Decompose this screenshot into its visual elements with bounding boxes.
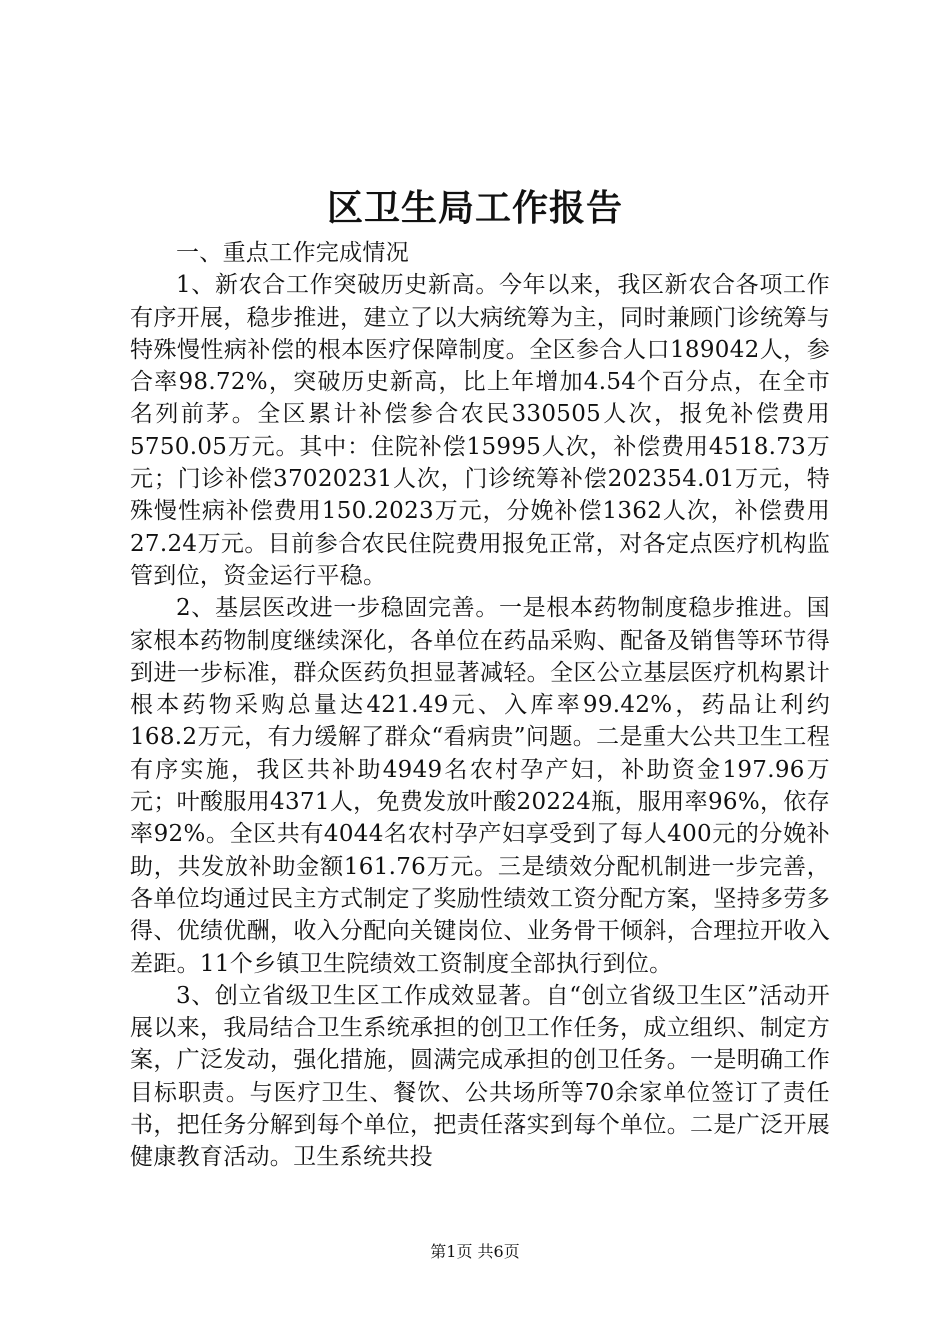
paragraph-1: 1、新农合工作突破历史新高。今年以来，我区新农合各项工作有序开展，稳步推进，建立了以大病统筹为主，同时兼顾门诊统筹与特殊慢性病补偿的根本医疗保障制度。全区参合人口189042人，参合率98.72%，突破历史新高，比上年增加4.54个百分点，在全市名列前茅。全区累计补偿参合农民330505人次，报免补偿费用5750.05万元。其中：住院补偿15995人次，补偿费用4518.73万元；门诊补偿37020231人次，门诊统筹补偿202354.01万元，特殊慢性病补偿费用150.2023万元，分娩补偿1362人次，补偿费用27.24万元。目前参合农民住院费用报免正常，对各定点医疗机构监管到位，资金运行平稳。 [130, 272, 830, 589]
document-body [130, 237, 830, 1174]
page-footer: 第1页 共6页 [430, 1242, 520, 1261]
paragraph-3: 3、创立省级卫生区工作成效显著。自“创立省级卫生区”活动开展以来，我局结合卫生系统承担的创卫工作任务，成立组织、制定方案，广泛发动，强化措施，圆满完成承担的创卫任务。一是明确工作目标职责。与医疗卫生、餐饮、公共场所等70余家单位签订了责任书，把任务分解到每个单位，把责任落实到每个单位。二是广泛开展健康教育活动。卫生系统共投 [130, 982, 830, 1171]
paragraph-2: 2、基层医改进一步稳固完善。一是根本药物制度稳步推进。国家根本药物制度继续深化，各单位在药品采购、配备及销售等环节得到进一步标准，群众医药负担显著减轻。全区公立基层医疗机构累计根本药物采购总量达421.49元、入库率99.42%，药品让利约168.2万元，有力缓解了群众“看病贵”问题。二是重大公共卫生工程有序实施，我区共补助4949名农村孕产妇，补助资金197.96万元；叶酸服用4371人，免费发放叶酸20224瓶，服用率96%，依存率92%。全区共有4044名农村孕产妇享受到了每人400元的分娩补助，共发放补助金额161.76万元。三是绩效分配机制进一步完善，各单位均通过民主方式制定了奖励性绩效工资分配方案，坚持多劳多得、优绩优酬，收入分配向关键岗位、业务骨干倾斜，合理拉开收入差距。11个乡镇卫生院绩效工资制度全部执行到位。 [130, 595, 830, 977]
section-heading: 一、重点工作完成情况 [176, 240, 409, 266]
document-title: 区卫生局工作报告 [326, 187, 623, 229]
